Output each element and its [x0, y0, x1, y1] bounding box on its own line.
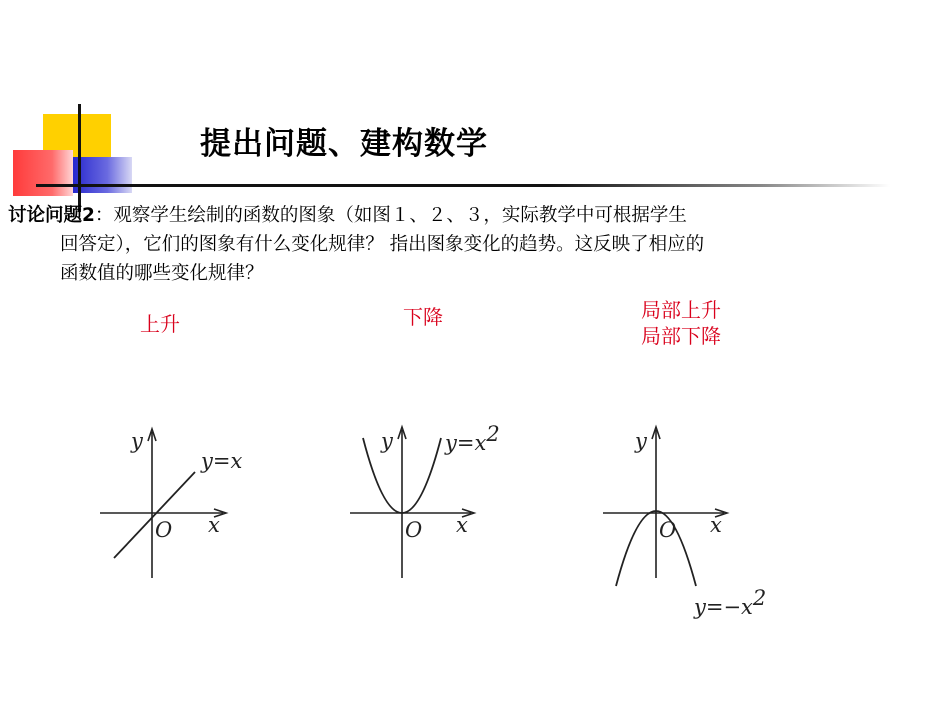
decor-vertical-line	[78, 104, 81, 212]
function-label	[444, 422, 500, 455]
decor-red-block	[13, 150, 73, 196]
graph-linear	[95, 420, 245, 585]
x-axis-label: x	[456, 513, 468, 537]
answer-decreasing: 下降	[403, 305, 443, 329]
question-label: 讨论问题2	[8, 205, 95, 226]
question-first-line	[8, 205, 687, 226]
question-line-2: 回答定），它们的图象有什么变化规律？ 指出图象变化的趋势。这反映了相应的	[60, 234, 705, 255]
y-axis-label: y	[635, 429, 647, 453]
title-divider-line	[36, 184, 890, 187]
question-line-1: ：观察学生绘制的函数的图象（如图１、２、３，实际教学中可根据学生	[94, 205, 687, 226]
function-label-base: y=x	[445, 431, 487, 455]
x-axis-label: x	[710, 513, 722, 537]
function-label-base: y=−x	[694, 595, 753, 619]
graph-parabola-up	[345, 420, 505, 585]
answer-mixed-line-2: 局部下降	[641, 324, 721, 348]
answer-mixed	[641, 297, 721, 349]
answer-mixed-line-1: 局部上升	[641, 298, 721, 322]
y-axis-label: y	[381, 429, 393, 453]
graph-parabola-down	[598, 420, 767, 625]
slide-title: 提出问题、建构数学	[200, 126, 488, 162]
x-axis-label: x	[208, 513, 220, 537]
origin-label: O	[405, 518, 423, 542]
function-label	[693, 586, 766, 619]
question-line-3: 函数值的哪些变化规律？	[60, 263, 264, 284]
origin-label: O	[155, 518, 173, 542]
function-label-exponent: 2	[486, 422, 500, 446]
function-label: y=x	[201, 449, 243, 473]
function-label-exponent: 2	[752, 586, 767, 610]
line-y-equals-x	[114, 472, 195, 558]
origin-label: O	[659, 518, 677, 542]
y-axis-label: y	[131, 429, 143, 453]
answer-increasing: 上升	[140, 312, 180, 336]
discussion-question	[8, 201, 928, 288]
